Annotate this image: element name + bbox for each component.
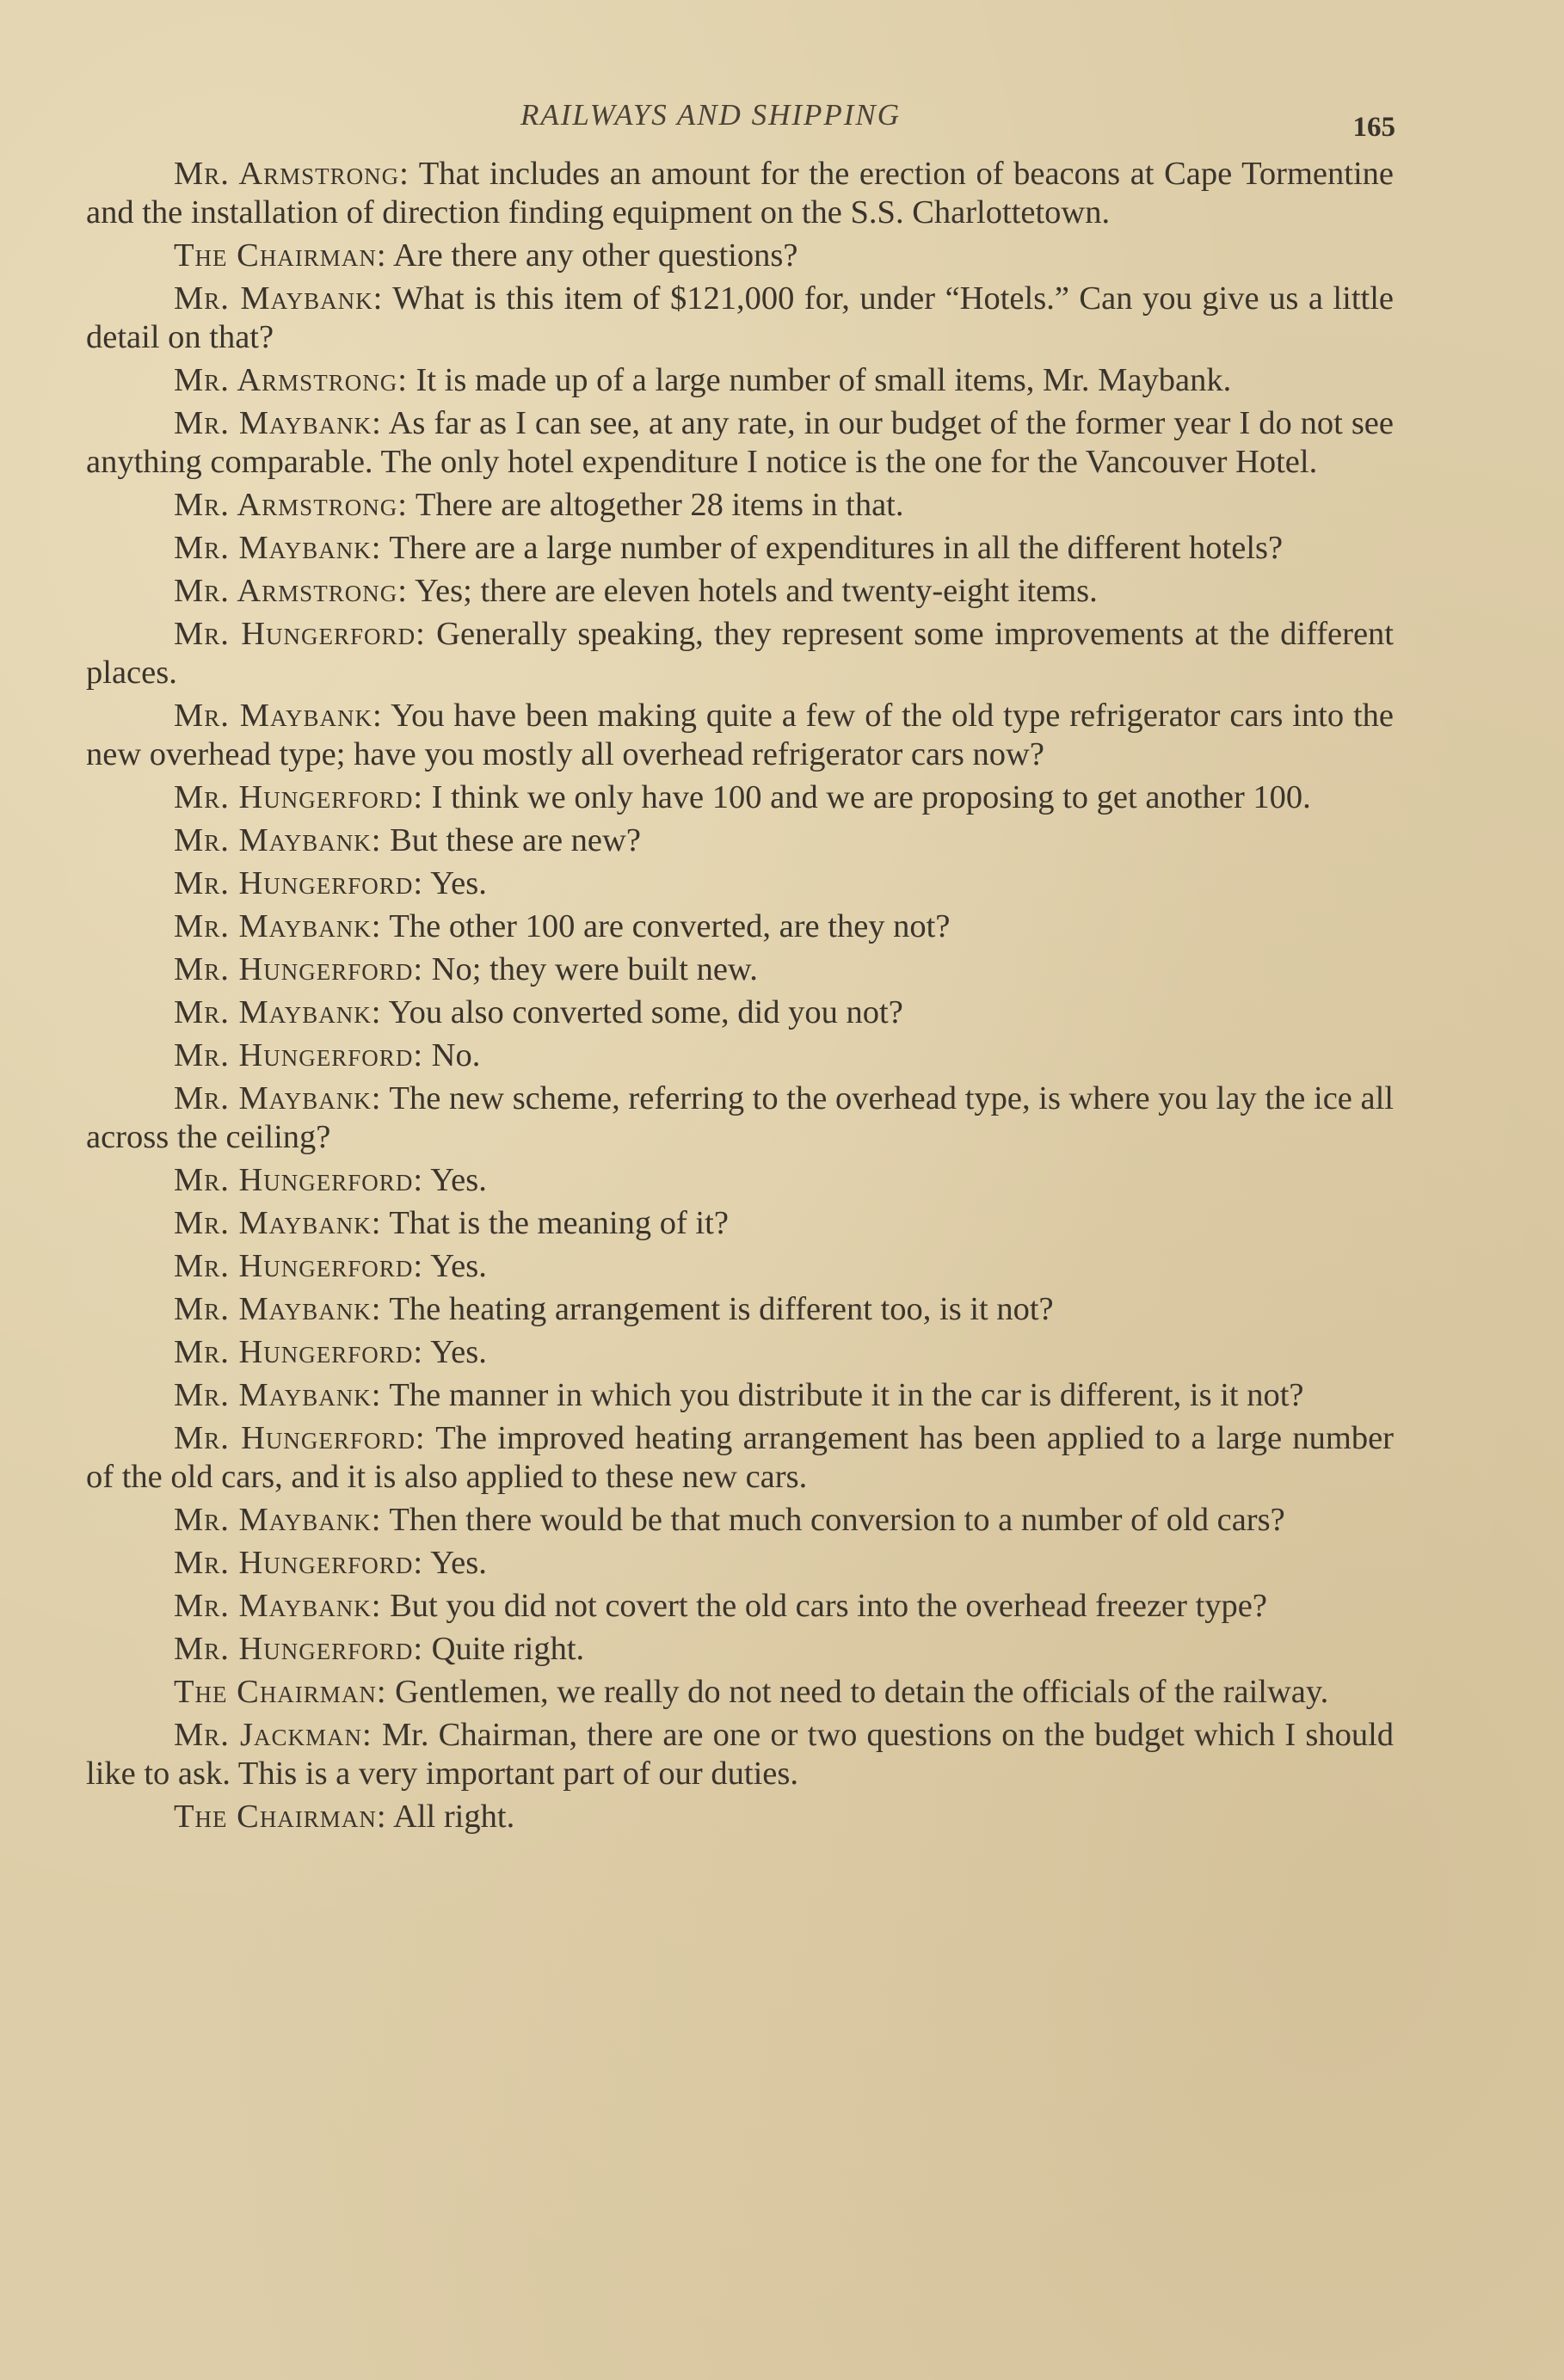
speaker-name: Mr. Maybank: bbox=[174, 1588, 382, 1624]
speech-text: No. bbox=[431, 1037, 481, 1073]
speaker-name: The Chairman: bbox=[174, 1799, 387, 1835]
speech-text: What is this item of $121,000 for, under “Hotels.” Can you give us a little detail on that? bbox=[86, 280, 1395, 355]
speech-text: It is made up of a large number of small items, Mr. Maybank. bbox=[416, 362, 1232, 398]
speaker-name: Mr. Maybank: bbox=[174, 908, 382, 944]
transcript-paragraph bbox=[86, 864, 1394, 903]
transcript-paragraph bbox=[86, 1544, 1394, 1583]
transcript-paragraph bbox=[86, 1419, 1394, 1497]
speech-text: There are altogether 28 items in that. bbox=[415, 487, 904, 523]
speaker-name: Mr. Maybank: bbox=[174, 1205, 382, 1241]
transcript-body bbox=[86, 155, 1394, 1836]
speaker-name: Mr. Maybank: bbox=[174, 1291, 382, 1327]
speech-text: That is the meaning of it? bbox=[389, 1205, 729, 1241]
speaker-name: Mr. Hungerford: bbox=[174, 865, 424, 901]
transcript-paragraph bbox=[86, 1587, 1394, 1626]
speaker-name: Mr. Hungerford: bbox=[174, 1162, 424, 1198]
speech-text: You also converted some, did you not? bbox=[388, 994, 903, 1030]
transcript-paragraph bbox=[86, 778, 1394, 817]
speech-text: That includes an amount for the erection of beacons at Cape Tormentine and the installation of direction finding equipment on the S.S. Charlottetown. bbox=[86, 156, 1394, 231]
transcript-paragraph bbox=[86, 1716, 1394, 1793]
speaker-name: Mr. Hungerford: bbox=[174, 616, 426, 652]
transcript-paragraph bbox=[86, 1079, 1394, 1157]
speech-text: The manner in which you distribute it in the car is different, is it not? bbox=[389, 1377, 1304, 1413]
transcript-paragraph bbox=[86, 1673, 1394, 1712]
speaker-name: Mr. Armstrong: bbox=[174, 362, 408, 398]
transcript-paragraph bbox=[86, 155, 1394, 232]
speaker-name: Mr. Hungerford: bbox=[174, 1420, 426, 1456]
speech-text: No; they were built new. bbox=[431, 951, 758, 987]
speaker-name: The Chairman: bbox=[174, 1674, 387, 1710]
speaker-name: Mr. Armstrong: bbox=[174, 573, 408, 609]
speech-text: Yes. bbox=[430, 1248, 487, 1284]
speech-text: The heating arrangement is different too, is it not? bbox=[389, 1291, 1054, 1327]
speech-text: Are there any other questions? bbox=[393, 237, 798, 274]
transcript-paragraph bbox=[86, 1630, 1394, 1669]
speech-text: Yes. bbox=[430, 1334, 487, 1370]
speech-text: Yes. bbox=[430, 1545, 487, 1581]
transcript-paragraph bbox=[86, 1036, 1394, 1075]
speaker-name: Mr. Hungerford: bbox=[174, 779, 424, 815]
transcript-paragraph bbox=[86, 821, 1394, 860]
speaker-name: Mr. Maybank: bbox=[174, 1502, 382, 1538]
speech-text: The other 100 are converted, are they not? bbox=[389, 908, 951, 944]
speech-text: But you did not covert the old cars into the overhead freezer type? bbox=[390, 1588, 1267, 1624]
speech-text: All right. bbox=[393, 1799, 515, 1835]
speech-text: Then there would be that much conversion to a number of old cars? bbox=[389, 1502, 1285, 1538]
speech-text: Quite right. bbox=[431, 1631, 585, 1667]
speech-text: You have been making quite a few of the old type refrigerator cars into the new overhead type; have you mostly all overhead refrigerator cars now? bbox=[86, 698, 1394, 772]
transcript-paragraph bbox=[86, 1376, 1394, 1415]
speech-text: The new scheme, referring to the overhead type, is where you lay the ice all across the ceiling? bbox=[86, 1080, 1394, 1155]
document-page bbox=[86, 95, 1394, 1841]
speaker-name: Mr. Maybank: bbox=[174, 530, 382, 566]
speaker-name: Mr. Jackman: bbox=[174, 1717, 373, 1753]
speaker-name: Mr. Hungerford: bbox=[174, 951, 424, 987]
transcript-paragraph bbox=[86, 1333, 1394, 1372]
transcript-paragraph bbox=[86, 993, 1394, 1032]
speaker-name: The Chairman: bbox=[174, 237, 387, 274]
transcript-paragraph bbox=[86, 1290, 1394, 1329]
speaker-name: Mr. Maybank: bbox=[174, 822, 382, 858]
speaker-name: Mr. Hungerford: bbox=[174, 1631, 424, 1667]
transcript-paragraph bbox=[86, 950, 1394, 989]
running-head: RAILWAYS AND SHIPPING bbox=[520, 98, 902, 132]
speaker-name: Mr. Maybank: bbox=[174, 698, 383, 734]
transcript-paragraph bbox=[86, 1247, 1394, 1286]
speaker-name: Mr. Maybank: bbox=[174, 1377, 382, 1413]
transcript-paragraph bbox=[86, 1501, 1394, 1540]
speech-text: Yes. bbox=[430, 865, 487, 901]
speech-text: I think we only have 100 and we are proposing to get another 100. bbox=[431, 779, 1311, 815]
page-number: 165 bbox=[1352, 112, 1395, 143]
speech-text: There are a large number of expenditures in all the different hotels? bbox=[389, 530, 1284, 566]
page-header bbox=[86, 95, 1394, 155]
transcript-paragraph bbox=[86, 1798, 1394, 1836]
speaker-name: Mr. Maybank: bbox=[174, 994, 382, 1030]
speaker-name: Mr. Hungerford: bbox=[174, 1545, 424, 1581]
speaker-name: Mr. Armstrong: bbox=[174, 487, 408, 523]
speaker-name: Mr. Maybank: bbox=[174, 280, 384, 317]
speaker-name: Mr. Hungerford: bbox=[174, 1248, 424, 1284]
transcript-paragraph bbox=[86, 237, 1394, 275]
speaker-name: Mr. Hungerford: bbox=[174, 1037, 424, 1073]
transcript-paragraph bbox=[86, 615, 1394, 692]
transcript-paragraph bbox=[86, 280, 1394, 357]
speaker-name: Mr. Hungerford: bbox=[174, 1334, 424, 1370]
transcript-paragraph bbox=[86, 907, 1394, 946]
speech-text: The improved heating arrangement has been applied to a large number of the old cars, and it is also applied to these new cars. bbox=[86, 1420, 1394, 1495]
speaker-name: Mr. Armstrong: bbox=[174, 156, 409, 192]
speech-text: Mr. Chairman, there are one or two questions on the budget which I should like to ask. This is a very important part of our duties. bbox=[86, 1717, 1395, 1792]
transcript-paragraph bbox=[86, 486, 1394, 525]
speech-text: But these are new? bbox=[390, 822, 641, 858]
transcript-paragraph bbox=[86, 1161, 1394, 1200]
transcript-paragraph bbox=[86, 1204, 1394, 1243]
transcript-paragraph bbox=[86, 404, 1394, 482]
transcript-paragraph bbox=[86, 361, 1394, 400]
speech-text: Gentlemen, we really do not need to detain the officials of the railway. bbox=[395, 1674, 1329, 1710]
transcript-paragraph bbox=[86, 697, 1394, 774]
speaker-name: Mr. Maybank: bbox=[174, 405, 382, 441]
speaker-name: Mr. Maybank: bbox=[174, 1080, 382, 1116]
transcript-paragraph bbox=[86, 529, 1394, 568]
speech-text: Yes; there are eleven hotels and twenty-eight items. bbox=[415, 573, 1098, 609]
speech-text: Generally speaking, they represent some improvements at the different places. bbox=[86, 616, 1395, 691]
transcript-paragraph bbox=[86, 572, 1394, 611]
speech-text: As far as I can see, at any rate, in our budget of the former year I do not see anything comparable. The only hotel expenditure I notice is the one for the Vancouver Hotel. bbox=[86, 405, 1394, 480]
speech-text: Yes. bbox=[430, 1162, 487, 1198]
